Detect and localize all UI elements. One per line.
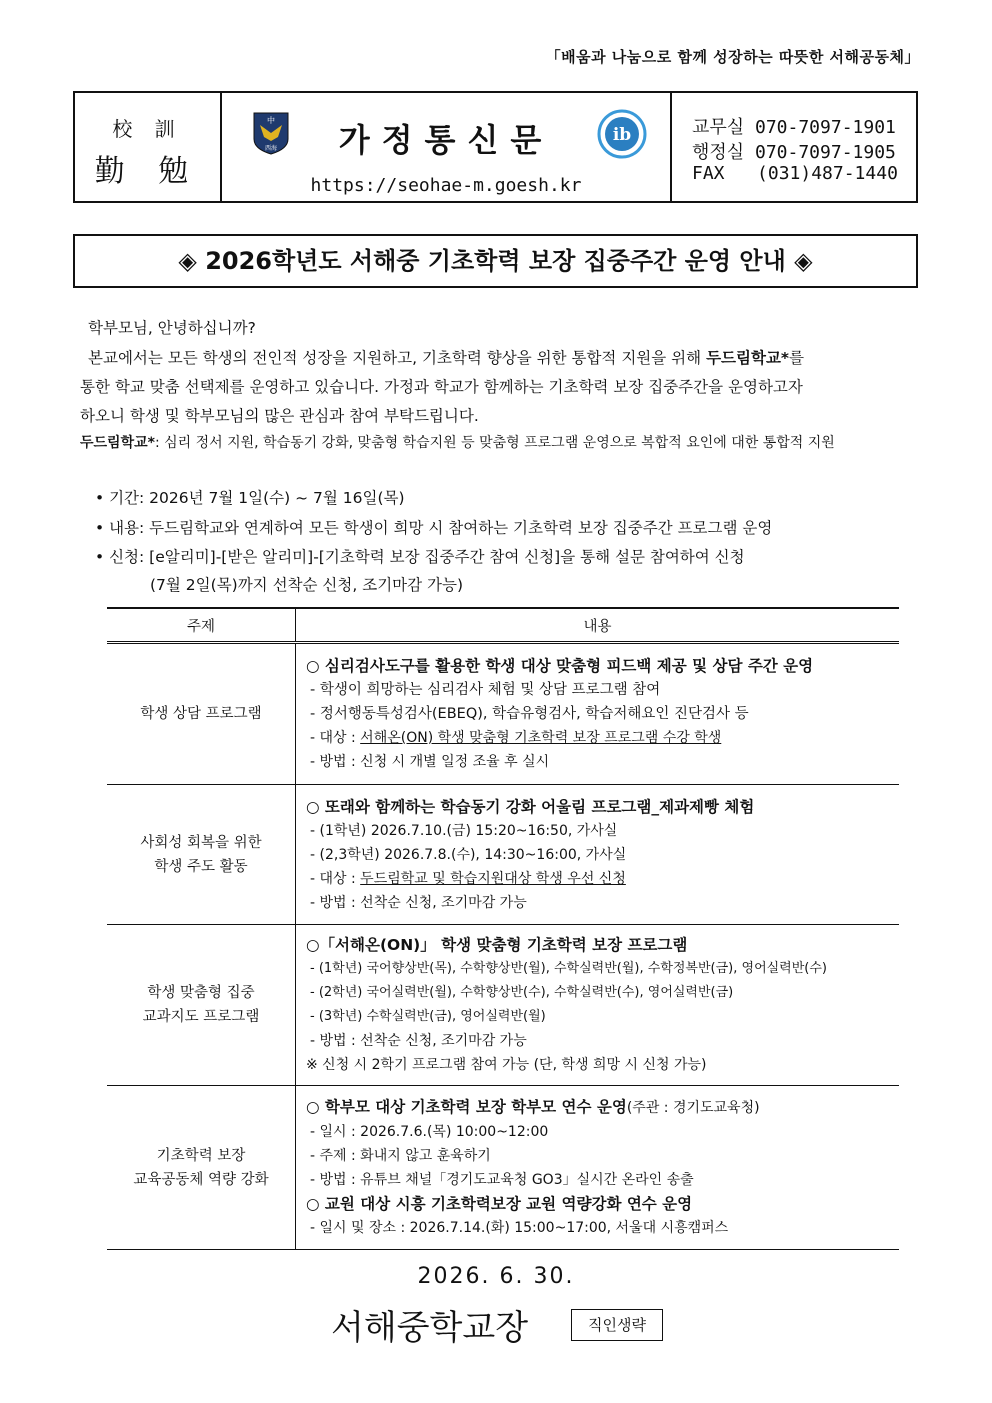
- row-line: - 주제 : 화내지 않고 훈육하기: [310, 1148, 491, 1164]
- topic-line: 교과지도 프로그램: [142, 1009, 260, 1025]
- target-value: 두드림학교 및 학습지원대상 학생 우선 신청: [360, 870, 626, 887]
- row-line: - (2,3학년) 2026.7.8.(수), 14:30~16:00, 가사실: [310, 846, 627, 863]
- row-heading: ○「서해온(ON)」 학생 맞춤형 기초학력 보장 프로그램: [306, 936, 688, 954]
- row-heading: ○ 또래와 함께하는 학습동기 강화 어울림 프로그램_제과제빵 체험: [306, 797, 755, 816]
- topic-line: 기초학력 보장: [156, 1147, 246, 1164]
- row-heading: ○ 심리검사도구를 활용한 학생 대상 맞춤형 피드백 제공 및 상담 주간 운영: [306, 657, 814, 675]
- contact-admin-office: 행정실 070-7097-1905: [692, 142, 896, 163]
- page-title: 가정통신문: [338, 121, 554, 159]
- table-row: [107, 925, 899, 1086]
- bullet-content: • 내용: 두드림학교와 연계하여 모든 학생이 희망 시 참여하는 기초학력 보장 집중주간 프로그램 운영: [95, 519, 773, 537]
- row-line-target: [306, 867, 899, 891]
- topic-line: 학생 맞춤형 집중: [147, 985, 255, 1001]
- table-row: [107, 785, 899, 925]
- row-topic-counseling: 학생 상담 프로그램: [107, 643, 296, 785]
- principal-signature: 서해중학교장: [331, 1308, 529, 1348]
- row-note: ※ 신청 시 2학기 프로그램 참여 가능 (단, 학생 희망 시 신청 가능): [306, 1057, 707, 1073]
- topic-line: 교육공동체 역량 강화: [133, 1171, 269, 1188]
- intro-line-3: 하오니 학생 및 학부모님의 많은 관심과 참여 부탁드립니다.: [80, 407, 479, 425]
- bullet-period: • 기간: 2026년 7월 1일(수) ~ 7월 16일(목): [95, 489, 405, 507]
- greeting: 학부모님, 안녕하십니까?: [88, 319, 256, 337]
- row-line: - (3학년) 수학실력반(금), 영어실력반(월): [310, 1009, 546, 1024]
- target-label: - 대상 :: [310, 730, 361, 746]
- footnote-term: 두드림학교*: [80, 435, 155, 451]
- row-line: - 방법 : 선착순 신청, 조기마감 가능: [310, 894, 527, 911]
- row-line: - 학생이 희망하는 심리검사 체험 및 상담 프로그램 참여: [310, 682, 661, 698]
- letter-header: [73, 91, 918, 203]
- row-topic-community: [107, 1086, 296, 1250]
- seal-omitted-stamp: 직인생략: [571, 1309, 663, 1341]
- row-line: - 방법 : 선착순 신청, 조기마감 가능: [310, 1033, 527, 1049]
- contact-fax: FAX (031)487-1440: [692, 163, 898, 184]
- footnote-text: : 심리 정서 지원, 학습동기 강화, 맞춤형 학습지원 등 맞춤형 프로그램 운영으로 복합적 요인에 대한 통합적 지원: [154, 435, 835, 451]
- contact-box: [672, 93, 916, 201]
- issue-date: 2026. 6. 30.: [417, 1264, 575, 1289]
- dodream-footnote: [80, 432, 835, 452]
- table-header-row: [107, 608, 899, 643]
- row-line: - (1학년) 2026.7.10.(금) 15:20~16:50, 가사실: [310, 822, 618, 839]
- school-website-link[interactable]: https://seohae-m.goesh.kr: [310, 175, 582, 196]
- dodream-school-term: 두드림학교*: [706, 349, 790, 367]
- heading-sub: (주관 : 경기도교육청): [626, 1100, 760, 1116]
- emblem-bottom-text: 西海: [264, 145, 278, 152]
- row-topic-social: [107, 785, 296, 925]
- row-heading: [306, 1095, 899, 1120]
- motto-label: 校 訓: [112, 117, 183, 141]
- motto-value: 勤 勉: [94, 154, 201, 189]
- table-row: [107, 1086, 899, 1250]
- row-line: - 방법 : 신청 시 개별 일정 조율 후 실시: [310, 754, 550, 770]
- contact-academic-office: 교무실 070-7097-1901: [692, 117, 896, 138]
- school-motto: 「배움과 나눔으로 함께 성장하는 따뜻한 서해공동체」: [545, 48, 920, 66]
- row-line-target: [306, 726, 899, 750]
- intro-line-1-end: 를: [789, 349, 805, 367]
- intro-line-1: [88, 346, 804, 368]
- target-value: 서해온(ON) 학생 맞춤형 기초학력 보장 프로그램 수강 학생: [360, 730, 722, 746]
- row-content-counseling: [296, 643, 900, 785]
- bullet-apply-note: (7월 2일(목)까지 선착순 신청, 조기마감 가능): [150, 576, 464, 594]
- topic-line: 학생 주도 활동: [154, 858, 248, 875]
- svg-text:ib: ib: [612, 125, 632, 145]
- column-header-topic: 주제: [107, 608, 296, 643]
- intro-line-1-text: 본교에서는 모든 학생의 전인적 성장을 지원하고, 기초학력 향상을 위한 통합적 지원을 위해: [88, 349, 707, 367]
- row-content-community: [296, 1086, 900, 1250]
- row-content-subject: [296, 925, 900, 1086]
- target-label: - 대상 :: [310, 870, 361, 887]
- emblem-top-text: 中: [267, 116, 275, 125]
- notice-title: ◈ 2026학년도 서해중 기초학력 보장 집중주간 운영 안내 ◈: [73, 234, 918, 288]
- heading-text: ○ 학부모 대상 기초학력 보장 학부모 연수 운영: [306, 1098, 627, 1116]
- header-title-box: [222, 93, 672, 201]
- intro-line-2: 통한 학교 맞춤 선택제를 운영하고 있습니다. 가정과 학교가 함께하는 기초학력 보장 집중주간을 운영하고자: [80, 378, 803, 396]
- row-line: - (2학년) 국어실력반(월), 수학향상반(수), 수학실력반(수), 영어실력반(금): [310, 985, 734, 1000]
- row-topic-subject: [107, 925, 296, 1086]
- table-row: [107, 643, 899, 785]
- row-heading: ○ 교원 대상 시흥 기초학력보장 교원 역량강화 연수 운영: [306, 1195, 693, 1213]
- ib-logo-icon: [597, 109, 647, 159]
- school-motto-box: [75, 93, 222, 201]
- program-table: [107, 607, 899, 1250]
- row-line: - 일시 : 2026.7.6.(목) 10:00~12:00: [310, 1124, 549, 1140]
- topic-line: 사회성 회복을 위한: [140, 834, 262, 851]
- row-line: - 정서행동특성검사(EBEQ), 학습유형검사, 학습저해요인 진단검사 등: [310, 706, 749, 722]
- column-header-content: 내용: [296, 608, 900, 643]
- row-line: - (1학년) 국어향상반(목), 수학향상반(월), 수학실력반(월), 수학정복반(금), 영어실력반(수): [310, 961, 828, 976]
- row-line: - 일시 및 장소 : 2026.7.14.(화) 15:00~17:00, 서울대 시흥캠퍼스: [310, 1220, 729, 1236]
- bullet-apply: • 신청: [e알리미]-[받은 알리미]-[기초학력 보장 집중주간 참여 신청]을 통해 설문 참여하여 신청: [95, 548, 745, 566]
- row-line: - 방법 : 유튜브 채널「경기도교육청 GO3」실시간 온라인 송출: [310, 1172, 694, 1188]
- row-content-social: [296, 785, 900, 925]
